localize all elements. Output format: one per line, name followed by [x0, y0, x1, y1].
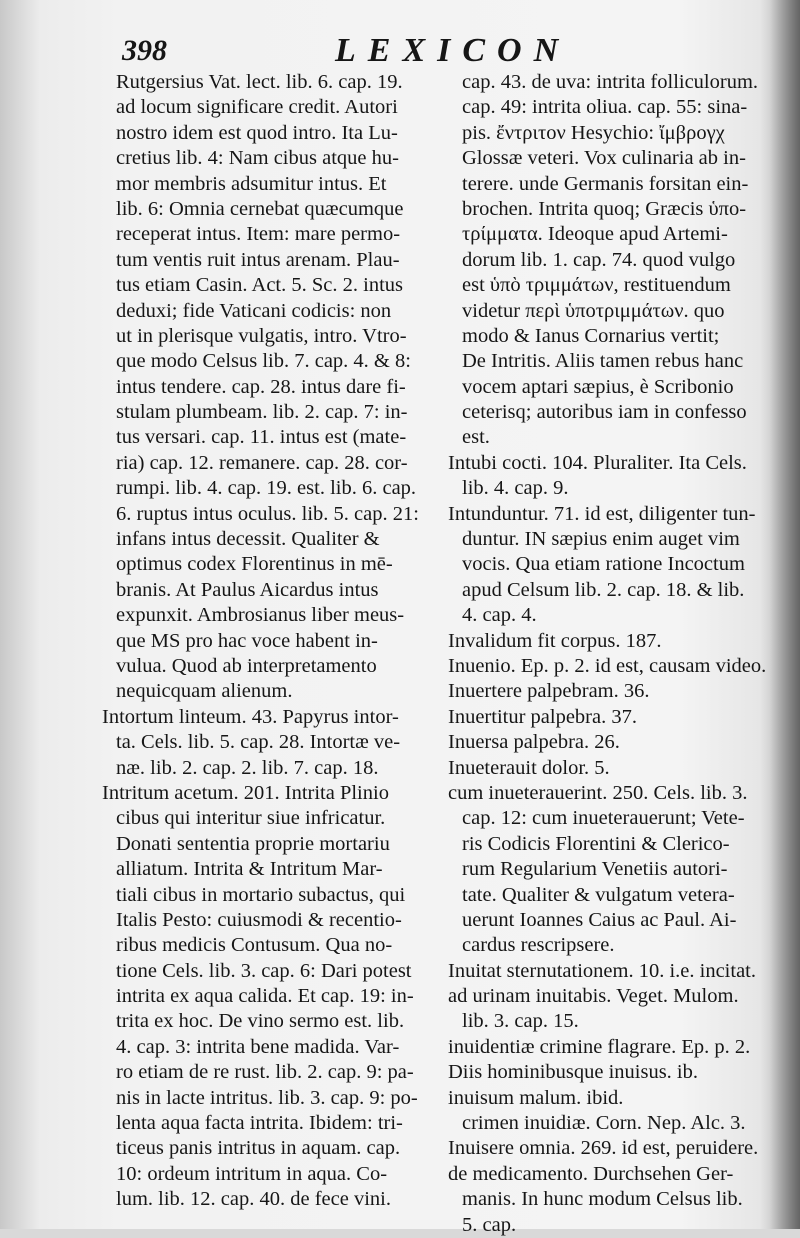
text-line: Rutgersius Vat. lect. lib. 6. cap. 19. [116, 71, 403, 93]
text-line: Inuenio. Ep. p. 2. id est, causam video. [448, 654, 767, 677]
text-line: Diis hominibusque inuisus. ib. [448, 1061, 699, 1084]
text-line: optimus codex Florentinus in mē- [116, 553, 393, 576]
text-line: ria) cap. 12. remanere. cap. 28. cor- [116, 451, 408, 474]
text-line: expunxit. Ambrosianus liber meus- [116, 604, 405, 627]
text-line: 10: ordeum intritum in aqua. Co- [116, 1162, 388, 1185]
text-line: Inuertere palpebram. 36. [448, 680, 650, 703]
text-line: ris Codicis Florentini & Clerico- [462, 832, 730, 855]
text-line: tione Cels. lib. 3. cap. 6: Dari potest [116, 959, 412, 982]
text-line: duntur. IN sæpius enim auget vim [462, 528, 740, 551]
running-title: LEXICON [335, 32, 571, 69]
page-edge-shadow [770, 0, 800, 1229]
text-line: ro etiam de re rust. lib. 2. cap. 9: pa- [116, 1061, 414, 1084]
text-line: branis. At Paulus Aicardus intus [116, 578, 379, 601]
text-line: ribus medicis Contusum. Qua no- [116, 934, 393, 957]
text-line: vocis. Qua etiam ratione Incoctum [462, 553, 745, 576]
text-line: brochen. Intrita quoq; Græcis ὑπο- [462, 197, 747, 220]
text-line: 4. cap. 3: intrita bene madida. Var- [116, 1035, 400, 1058]
text-line: uerunt Ioannes Caius ac Paul. Ai- [462, 908, 737, 931]
text-line: infans intus decessit. Qualiter & [116, 528, 380, 551]
text-line: terere. unde Germanis forsitan ein- [462, 172, 749, 195]
text-line: lib. 3. cap. 15. [462, 1010, 579, 1033]
text-line: pis. ἔντριτον Hesychio: ἴμβρογχ [462, 121, 725, 144]
text-line: alliatum. Intrita & Intritum Mar- [116, 858, 383, 881]
text-line: inuisum malum. ibid. [448, 1086, 624, 1109]
text-line: Invalidum fit corpus. 187. [448, 629, 662, 652]
text-line: tate. Qualiter & vulgatum vetera- [462, 883, 735, 906]
right-column [448, 70, 773, 1238]
text-line: receperat intus. Item: mare permo- [116, 223, 401, 246]
text-line: apud Celsum lib. 2. cap. 18. & lib. [462, 578, 745, 601]
text-line: que modo Celsus lib. 7. cap. 4. & 8: [116, 350, 411, 373]
text-line: Inuertitur palpebra. 37. [448, 705, 637, 728]
text-line: cum inueterauerint. 250. Cels. lib. 3. [448, 781, 748, 804]
text-line: Intubi cocti. 104. Pluraliter. Ita Cels. [448, 451, 747, 474]
text-line: ad urinam inuitabis. Veget. Mulom. [448, 985, 739, 1008]
text-line: vocem aptari sæpius, è Scribonio [462, 375, 734, 398]
text-line: 5. cap. [462, 1213, 517, 1236]
text-line: lib. 4. cap. 9. [462, 477, 569, 500]
text-line: Donati sententia proprie mortariu [116, 832, 390, 855]
text-line: nostro idem est quod intro. Ita Lu- [116, 121, 398, 144]
text-line: stulam plumbeam. lib. 2. cap. 7: in- [116, 401, 408, 424]
text-line: intus tendere. cap. 28. intus dare fi- [116, 375, 406, 398]
text-line: ceterisq; autoribus iam in confesso [462, 401, 747, 424]
text-line: Intunduntur. 71. id est, diligenter tun- [448, 502, 756, 525]
text-line: De Intritis. Aliis tamen rebus hanc [462, 350, 744, 373]
text-line: cretius lib. 4: Nam cibus atque hu- [116, 147, 399, 170]
text-line: est. [462, 426, 490, 449]
text-line: Inuersa palpebra. 26. [448, 731, 620, 754]
text-line: tus versari. cap. 11. intus est (mate- [116, 426, 407, 449]
text-line: Intritum acetum. 201. Intrita Plinio [102, 781, 389, 804]
text-line: lum. lib. 12. cap. 40. de fece vini. [116, 1188, 391, 1211]
text-line: Italis Pesto: cuiusmodi & recentio- [116, 908, 402, 931]
text-line: Glossæ veteri. Vox culinaria ab in- [462, 147, 746, 170]
text-line: de medicamento. Durchsehen Ger- [448, 1162, 734, 1185]
text-line: rumpi. lib. 4. cap. 19. est. lib. 6. cap. [116, 477, 417, 500]
text-line: ta. Cels. lib. 5. cap. 28. Intortæ ve- [116, 731, 401, 754]
text-line: Intortum linteum. 43. Papyrus intor- [102, 705, 399, 728]
text-line: cibus qui interitur siue infricatur. [116, 807, 386, 830]
text-line: modo & Ianus Cornarius vertit; [462, 324, 720, 347]
text-line: nis in lacte intritus. lib. 3. cap. 9: po- [116, 1086, 418, 1109]
page-number: 398 [122, 34, 167, 67]
text-line: ticeus panis intritus in aquam. cap. [116, 1137, 401, 1160]
text-line: ut in plerisque vulgatis, intro. Vtro- [116, 324, 407, 347]
text-line: cap. 49: intrita oliua. cap. 55: sina- [462, 96, 748, 119]
text-line: cap. 12: cum inueterauerunt; Vete- [462, 807, 745, 830]
text-line: que MS pro hac voce habent in- [116, 629, 378, 652]
text-line: Inuisere omnia. 269. id est, peruidere. [448, 1137, 759, 1160]
text-line: 4. cap. 4. [462, 604, 537, 627]
text-line: tus etiam Casin. Act. 5. Sc. 2. intus [116, 274, 403, 297]
text-line: Inueterauit dolor. 5. [448, 756, 610, 779]
text-line: vulua. Quod ab interpretamento [116, 654, 377, 677]
text-line: inuidentiæ crimine flagrare. Ep. p. 2. [448, 1035, 751, 1058]
text-line: dorum lib. 1. cap. 74. quod vulgo [462, 248, 736, 271]
text-line: crimen inuidiæ. Corn. Nep. Alc. 3. [462, 1112, 746, 1135]
left-column [102, 70, 437, 1213]
text-line: videtur περὶ ὑποτριμμάτων. quo [462, 299, 725, 322]
text-line: τρίμματα. Ideoque apud Artemi- [462, 223, 728, 246]
text-line: nequicquam alienum. [116, 680, 293, 703]
text-line: intrita ex aqua calida. Et cap. 19: in- [116, 985, 414, 1008]
text-line: 6. ruptus intus oculus. lib. 5. cap. 21: [116, 502, 419, 525]
text-line: lib. 6: Omnia cernebat quæcumque [116, 197, 404, 220]
text-line: mor membris adsumitur intus. Et [116, 172, 387, 195]
text-line: trita ex hoc. De vino sermo est. lib. [116, 1010, 405, 1033]
text-line: rum Regularium Venetiis autori- [462, 858, 728, 881]
text-line: deduxi; fide Vaticani codicis: non [116, 299, 392, 322]
text-line: tum ventis ruit intus arenam. Plau- [116, 248, 400, 271]
text-line: Inuitat sternutationem. 10. i.e. incitat. [448, 959, 756, 982]
text-line: cap. 43. de uva: intrita folliculorum. [462, 71, 759, 93]
text-line: manis. In hunc modum Celsus lib. [462, 1188, 743, 1211]
text-line: est ὑπὸ τριμμάτων, restituendum [462, 274, 731, 297]
text-line: cardus rescripsere. [462, 934, 615, 957]
text-line: næ. lib. 2. cap. 2. lib. 7. cap. 18. [116, 756, 379, 779]
text-line: ad locum significare credit. Autori [116, 96, 398, 119]
text-line: tiali cibus in mortario subactus, qui [116, 883, 406, 906]
text-line: lenta aqua facta intrita. Ibidem: tri- [116, 1112, 403, 1135]
